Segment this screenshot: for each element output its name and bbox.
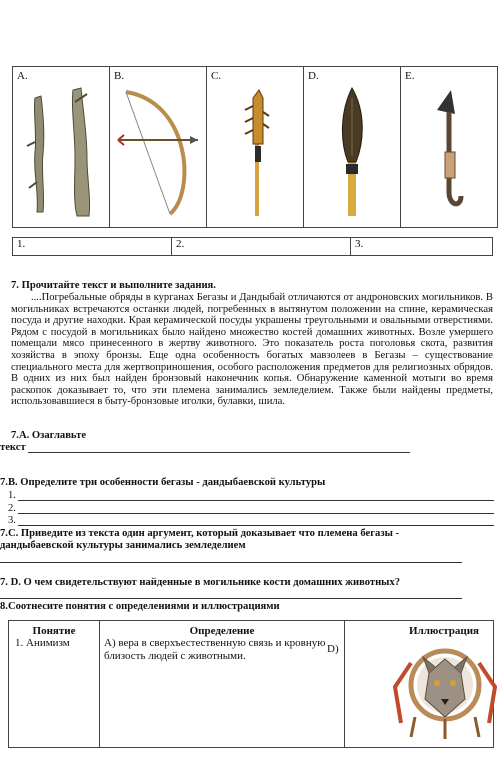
- tool-cell-a: [13, 67, 110, 228]
- tool-label-c: C.: [211, 70, 222, 82]
- bow-and-arrow-icon: [110, 82, 206, 222]
- task7b-item-3: 3.: [8, 515, 16, 526]
- task7c-answer-line[interactable]: [0, 561, 462, 563]
- harpoon-icon: [207, 82, 303, 222]
- tools-table: [12, 66, 498, 228]
- tool-cell-c: [207, 67, 304, 228]
- task8-table: [8, 620, 494, 748]
- tool-label-b: B.: [114, 70, 125, 82]
- concept-column: [9, 621, 100, 748]
- task7c-heading: 7.С. Приведите из текста один аргумент, который доказывает что племена бегазы - дандыбаевской культуры занимались земледелием: [0, 528, 400, 551]
- illustration-column: [327, 621, 494, 748]
- task7a-answer-line[interactable]: [28, 451, 410, 453]
- task7d-heading: 7. D. О чем свидетельствуют найденные в могильнике кости домашних животных?: [0, 577, 401, 588]
- task7-heading: 7. Прочитайте текст и выполните задания.: [11, 280, 216, 291]
- tool-cell-e: [401, 67, 498, 228]
- task7a-label: текст: [0, 442, 26, 453]
- stone-spear-icon: [304, 82, 400, 222]
- tool-cell-b: [110, 67, 207, 228]
- answer-cell-2[interactable]: 2.: [172, 238, 351, 256]
- tool-label-a: A.: [17, 70, 28, 82]
- task7-paragraph: ....Погребальные обряды в курганах Бегазы и Дандыбай отличаются от андроновских могильников. В могильниках встречаются останки людей, погребенных в вытянутом положении на спине, керамическая посуда и другие находки. Края керамической посуды украшены треугольными и овальными отверстиями. Рядом с посудой в могильниках было найдено множество костей домашних животных. Возле умершего помещали мясо принесенного в жертву животного. Это показатель роста поголовья скота, развития хозяйства в эпоху бронзы. Еще одна особенность богатых мавзолеев в Бегазы – существование специального места для жертвоприношения, особого расположения предметов для религиозных обрядов. В одних из них был найден бронзовый наконечник копья. Обнаружение каменной мотыги во время раскопок доказывает то, что эти племена занимались земледелием. Также были найдены предметы, использовавшиеся в быту-бронзовые иголки, булавки, шила.: [11, 292, 493, 408]
- task7b-item-2: 2.: [8, 503, 16, 514]
- wolf-dreamcatcher-icon: [385, 643, 500, 739]
- row-concept: 1. Анимизм: [15, 637, 70, 649]
- task7b-line-3[interactable]: [18, 524, 494, 526]
- task7b-item-1: 1.: [8, 490, 16, 501]
- task7b-line-1[interactable]: [18, 499, 494, 501]
- definition-column: [100, 621, 345, 748]
- task7d-answer-line[interactable]: [0, 597, 462, 599]
- hook-harpoon-icon: [401, 82, 497, 222]
- task7a-heading: 7.А. Озаглавьте: [11, 430, 87, 441]
- task7b-line-2[interactable]: [18, 512, 494, 514]
- tool-label-e: E.: [405, 70, 415, 82]
- task7b-heading: 7.В. Определите три особенности бегазы - дандыбаевской культуры: [0, 477, 326, 488]
- answer-cell-1[interactable]: 1.: [13, 238, 172, 256]
- tool-cell-d: [304, 67, 401, 228]
- row-definition: А) вера в сверхъестественную связь и кровную близость людей с животными.: [104, 637, 326, 662]
- task8-heading: 8.Соотнесите понятия с определениями и иллюстрациями: [0, 601, 280, 612]
- col-concept-header: Понятие: [32, 625, 76, 637]
- answer-cell-3[interactable]: 3.: [351, 238, 493, 256]
- answer-table: [12, 237, 493, 256]
- wooden-club-icon: [13, 82, 109, 222]
- tool-label-d: D.: [308, 70, 319, 82]
- col-illustration-header: Иллюстрация: [409, 625, 479, 637]
- col-definition-header: Определение: [189, 625, 255, 637]
- row-letter: D): [327, 643, 339, 655]
